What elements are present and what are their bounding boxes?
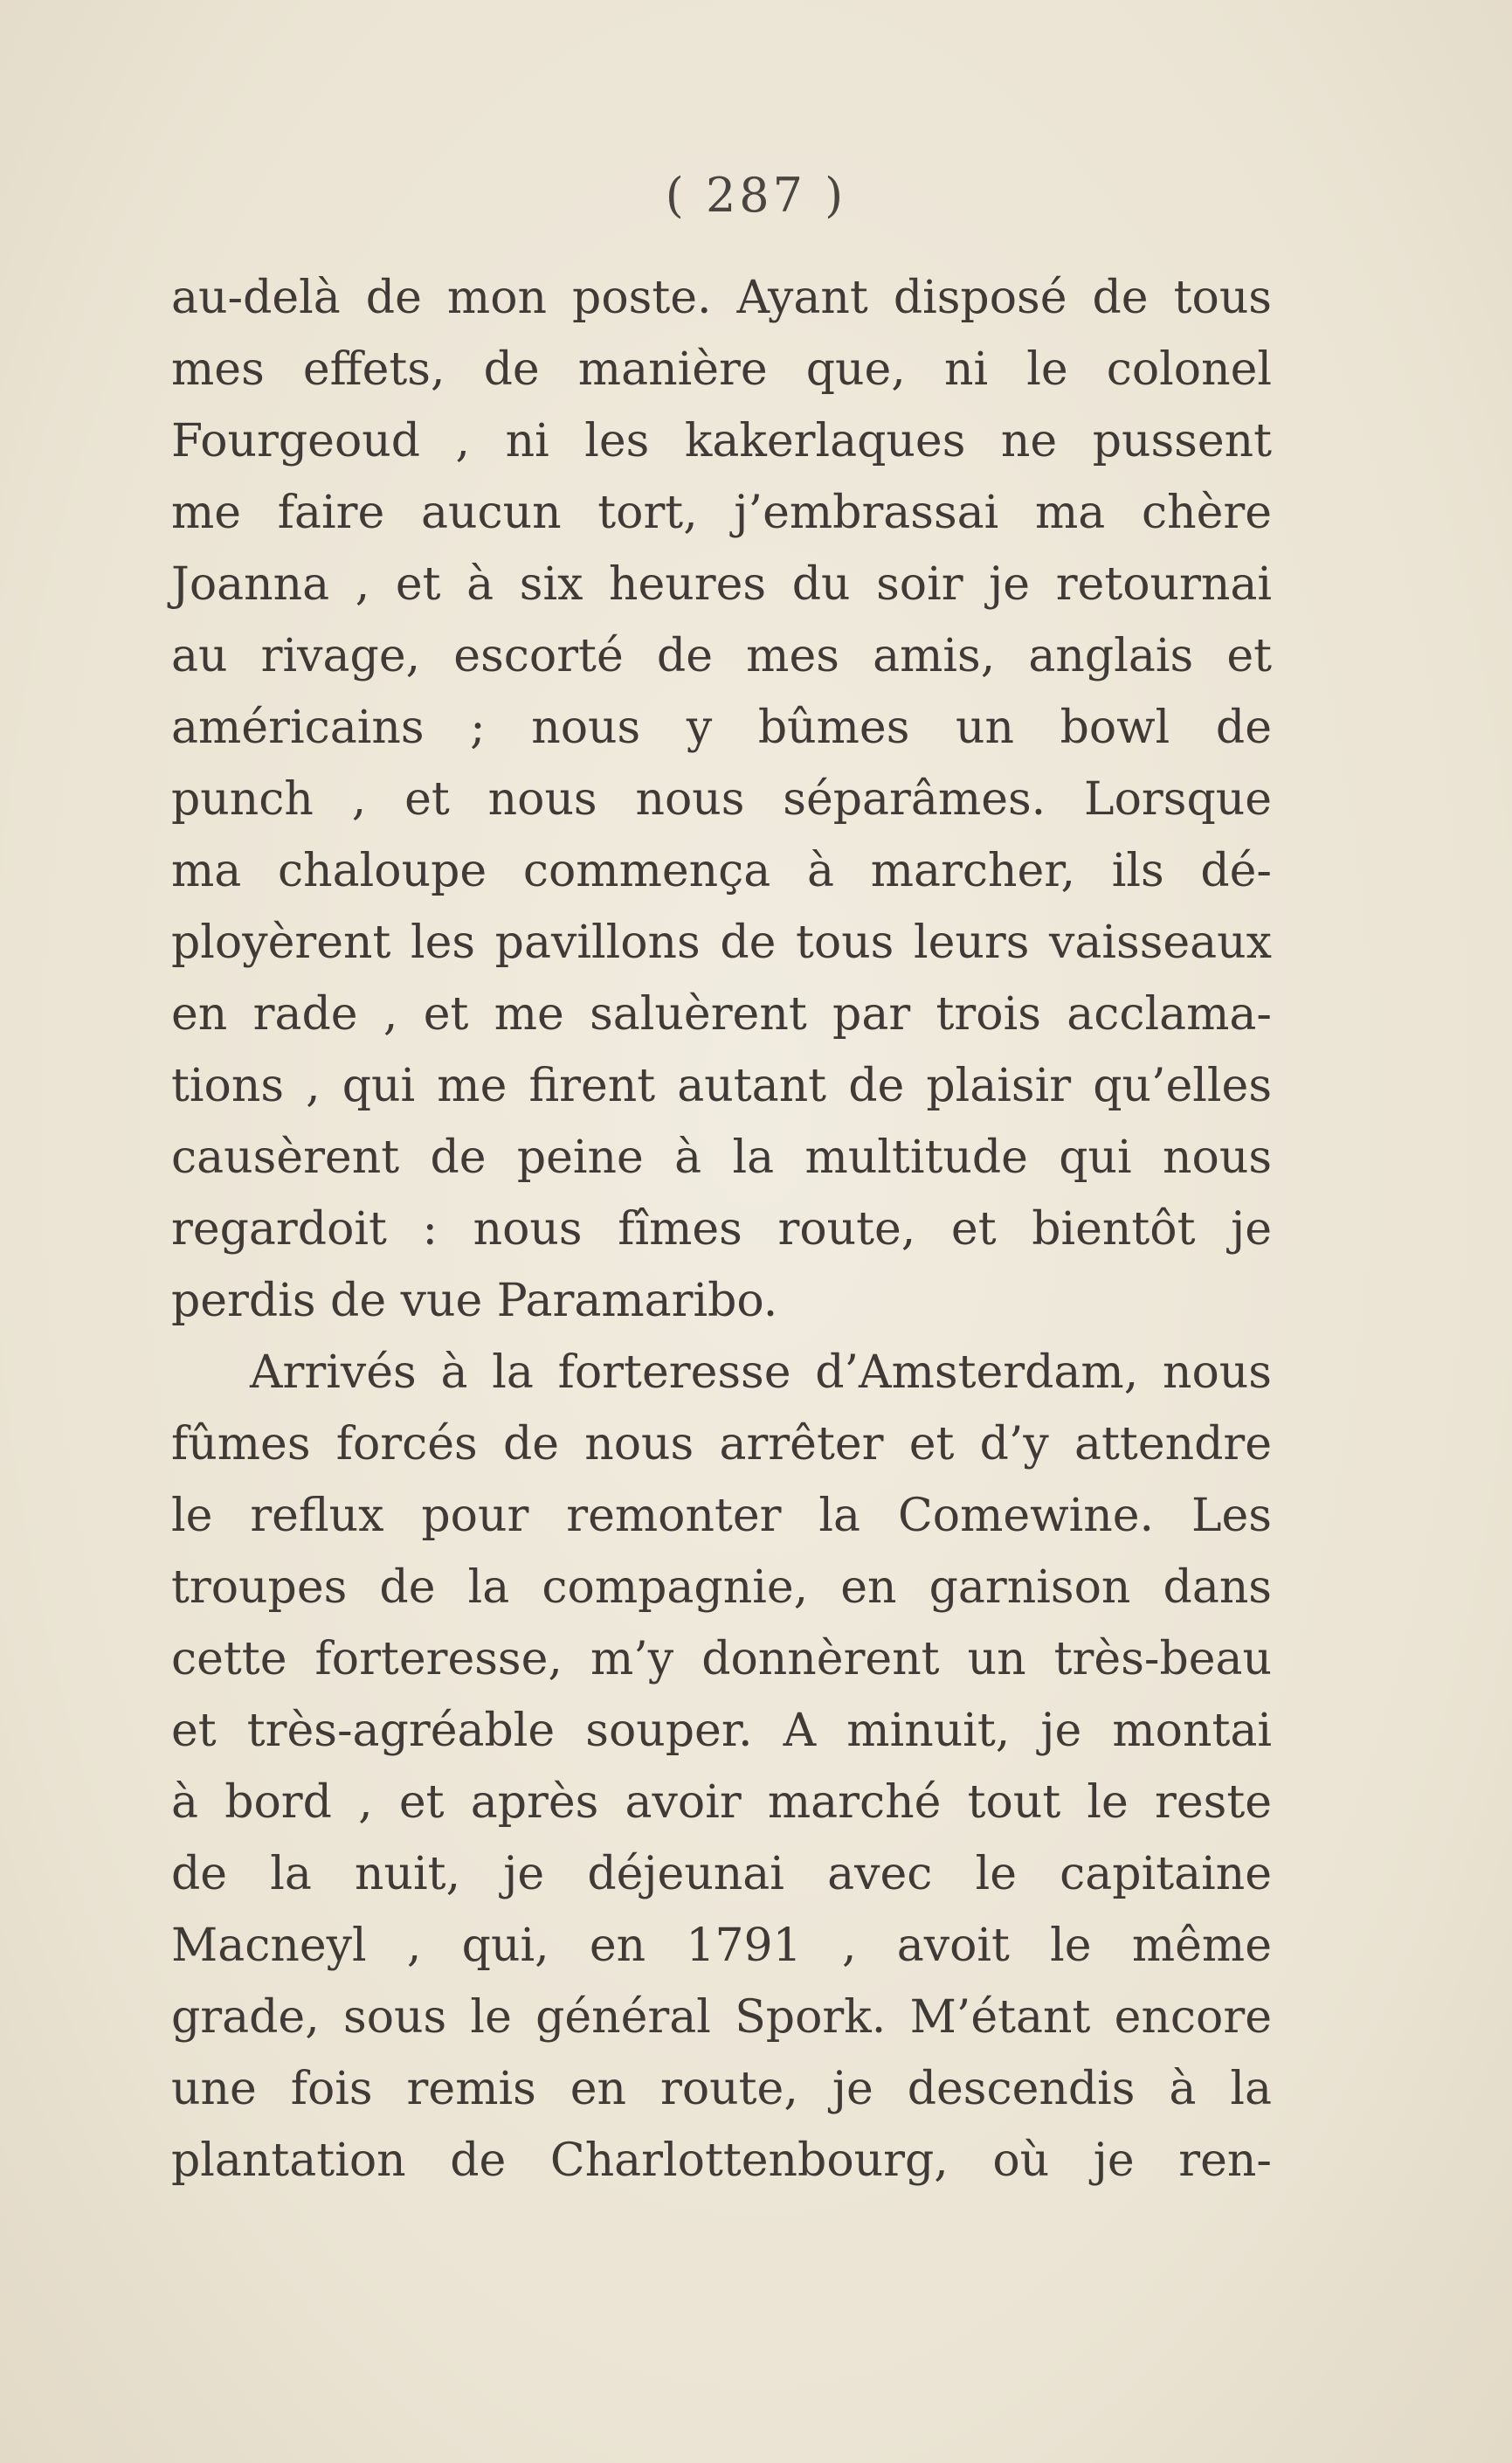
text-line: ployèrent les pavillons de tous leurs vaisseaux bbox=[171, 917, 1272, 969]
paragraph-1 bbox=[171, 262, 1272, 1337]
paragraph-2 bbox=[171, 1337, 1272, 2197]
page-number: ( 287 ) bbox=[665, 168, 847, 223]
text-line: à bord , et après avoir marché tout le reste bbox=[171, 1776, 1272, 1829]
text-line: plantation de Charlottenbourg, où je ren- bbox=[171, 2134, 1272, 2187]
text-line: Fourgeoud , ni les kakerlaques ne pussent bbox=[171, 415, 1272, 467]
text-line: cette forteresse, m’y donnèrent un très-beau bbox=[171, 1633, 1272, 1685]
text-line: et très-agréable souper. A minuit, je montai bbox=[171, 1705, 1272, 1757]
text-line: perdis de vue Paramaribo. bbox=[171, 1275, 778, 1327]
text-line: mes effets, de manière que, ni le colonel bbox=[171, 343, 1272, 396]
text-line: troupes de la compagnie, en garnison dans bbox=[171, 1561, 1272, 1614]
text-line: me faire aucun tort, j’embrassai ma chère bbox=[171, 487, 1272, 539]
text-line: fûmes forcés de nous arrêter et d’y attendre bbox=[171, 1418, 1272, 1470]
text-line: causèrent de peine à la multitude qui nous bbox=[171, 1131, 1272, 1184]
text-line: en rade , et me saluèrent par trois acclama- bbox=[171, 988, 1272, 1041]
text-line: Macneyl , qui, en 1791 , avoit le même bbox=[171, 1920, 1272, 1972]
text-line: une fois remis en route, je descendis à la bbox=[171, 2063, 1272, 2115]
text-line: le reflux pour remonter la Comewine. Les bbox=[171, 1490, 1272, 1542]
text-line: au rivage, escorté de mes amis, anglais et bbox=[171, 630, 1272, 682]
body-text bbox=[171, 262, 1272, 2197]
text-line: américains ; nous y bûmes un bowl de bbox=[171, 702, 1272, 754]
text-line: au-delà de mon poste. Ayant disposé de tous bbox=[171, 272, 1272, 324]
text-line: punch , et nous nous séparâmes. Lorsque bbox=[171, 773, 1272, 826]
text-line: tions , qui me firent autant de plaisir qu’elles bbox=[171, 1060, 1272, 1112]
text-line: ma chaloupe commença à marcher, ils dé- bbox=[171, 845, 1272, 897]
text-line: Joanna , et à six heures du soir je retournai bbox=[171, 558, 1272, 611]
text-line: de la nuit, je déjeunai avec le capitaine bbox=[171, 1848, 1272, 1900]
text-line: regardoit : nous fîmes route, et bientôt je bbox=[171, 1203, 1272, 1256]
text-line: grade, sous le général Spork. M’étant encore bbox=[171, 1991, 1272, 2044]
text-line: Arrivés à la forteresse d’Amsterdam, nous bbox=[250, 1346, 1272, 1399]
